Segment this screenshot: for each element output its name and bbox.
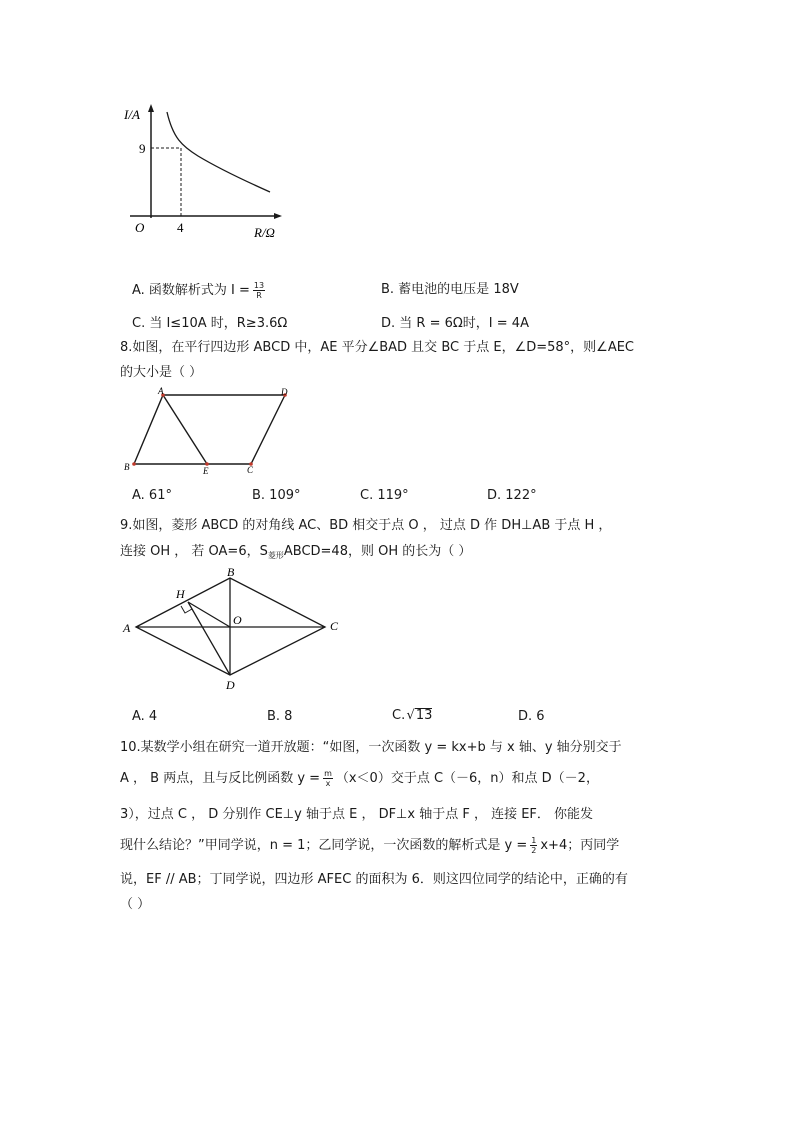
label-a: A xyxy=(123,621,131,635)
label-e: E xyxy=(203,466,209,476)
q10-fraction-one-half xyxy=(530,836,537,855)
x-axis-arrow xyxy=(274,213,282,219)
q9-option-c-prefix: C. xyxy=(392,708,406,723)
label-o: O xyxy=(233,613,242,627)
q7-option-b: B. 蓄电池的电压是 18V xyxy=(381,282,519,297)
q7-option-d: D. 当 R = 6Ω时，I = 4A xyxy=(381,316,529,331)
label-c: C xyxy=(247,465,254,475)
q8-stem-line1: 8.如图，在平行四边形 ABCD 中，AE 平分∠BAD 且交 BC 于点 E，∠D=58°，则∠AEC xyxy=(120,340,635,355)
q8-parallelogram-figure xyxy=(118,384,298,476)
q10-stem-line1: 10.某数学小组在研究一道开放题：“如图，一次函数 y = kx+b 与 x 轴、y 轴分别交于 xyxy=(120,740,622,755)
sqrt-symbol: √ xyxy=(406,708,415,723)
label-b: B xyxy=(124,462,130,472)
q7-option-a-fraction xyxy=(253,281,265,300)
q8-stem-line2: 的大小是（ ） xyxy=(120,365,203,380)
point-b xyxy=(132,462,136,466)
label-c: C xyxy=(330,619,339,633)
fraction-numerator: 1 xyxy=(531,836,537,845)
x-axis-label: R/Ω xyxy=(254,225,275,240)
q10-stem-line5: 说，EF // AB；丁同学说，四边形 AFEC 的面积为 6．则这四位同学的结论中，正确的有 xyxy=(120,872,628,887)
q9-stem-line2-part1: 连接 OH ， 若 OA=6，S xyxy=(120,544,268,559)
q9-stem-line1: 9.如图，菱形 ABCD 的对角线 AC、BD 相交于点 O ， 过点 D 作 DH⊥AB 于点 H ， xyxy=(120,518,612,533)
q10-stem-line2-part2: （x＜0）交于点 C（－6，n）和点 D（－2， xyxy=(335,771,599,786)
fraction-denominator: R xyxy=(256,291,262,300)
q7-option-c: C. 当 I≤10A 时，R≥3.6Ω xyxy=(132,316,288,331)
parallelogram xyxy=(134,395,285,464)
q7-option-a xyxy=(132,279,268,300)
y-tick-label: 9 xyxy=(139,141,146,156)
q9-option-a: A. 4 xyxy=(132,709,158,724)
q9-rhombus-figure xyxy=(118,562,358,697)
q9-option-d: D. 6 xyxy=(518,709,545,724)
q8-option-a: A. 61° xyxy=(132,488,172,503)
label-h: H xyxy=(176,587,185,601)
label-d: D xyxy=(226,678,235,692)
q9-option-c xyxy=(392,708,432,723)
q8-option-d: D. 122° xyxy=(487,488,537,503)
q9-stem-line2-part2: ABCD=48，则 OH 的长为（ ） xyxy=(283,544,472,559)
q8-option-b: B. 109° xyxy=(252,488,301,503)
q10-stem-line2-part1: A ， B 两点，且与反比例函数 y = xyxy=(120,771,321,786)
q9-subscript: 菱形 xyxy=(267,551,284,560)
label-a: A xyxy=(158,386,164,396)
q10-stem-line2 xyxy=(120,767,599,788)
q10-stem-line4-part1: 现什么结论？”甲同学说，n = 1；乙同学说，一次函数的解析式是 y = xyxy=(120,838,528,853)
y-axis-arrow xyxy=(148,104,154,112)
q8-option-c: C. 119° xyxy=(360,488,409,503)
q7-graph xyxy=(118,100,298,250)
q10-stem-line6: （ ） xyxy=(120,897,151,912)
q9-option-b: B. 8 xyxy=(267,709,293,724)
x-tick-label: 4 xyxy=(177,220,184,235)
q10-stem-line4 xyxy=(120,834,619,855)
label-d: D xyxy=(281,387,288,397)
segment-oh xyxy=(188,602,230,627)
q10-fraction-m-over-x xyxy=(323,769,333,788)
y-axis-label: I/A xyxy=(124,107,140,122)
fraction-numerator: m xyxy=(324,769,332,778)
origin-label: O xyxy=(135,220,145,235)
fraction-denominator: x xyxy=(325,779,331,788)
fraction-denominator: 2 xyxy=(531,846,537,855)
curve xyxy=(167,112,270,192)
q9-stem-line2 xyxy=(120,540,471,561)
fraction-numerator: 13 xyxy=(253,281,265,290)
sqrt-radicand: 13 xyxy=(415,708,433,723)
segment-ae xyxy=(163,395,207,464)
q7-option-a-text: A. 函数解析式为 I = xyxy=(132,283,250,298)
q10-stem-line4-part2: x+4；丙同学 xyxy=(540,838,620,853)
label-b: B xyxy=(227,565,235,579)
q10-stem-line3: 3），过点 C ， D 分别作 CE⊥y 轴于点 E ， DF⊥x 轴于点 F ， 连接 EF． 你能发 xyxy=(120,807,594,822)
